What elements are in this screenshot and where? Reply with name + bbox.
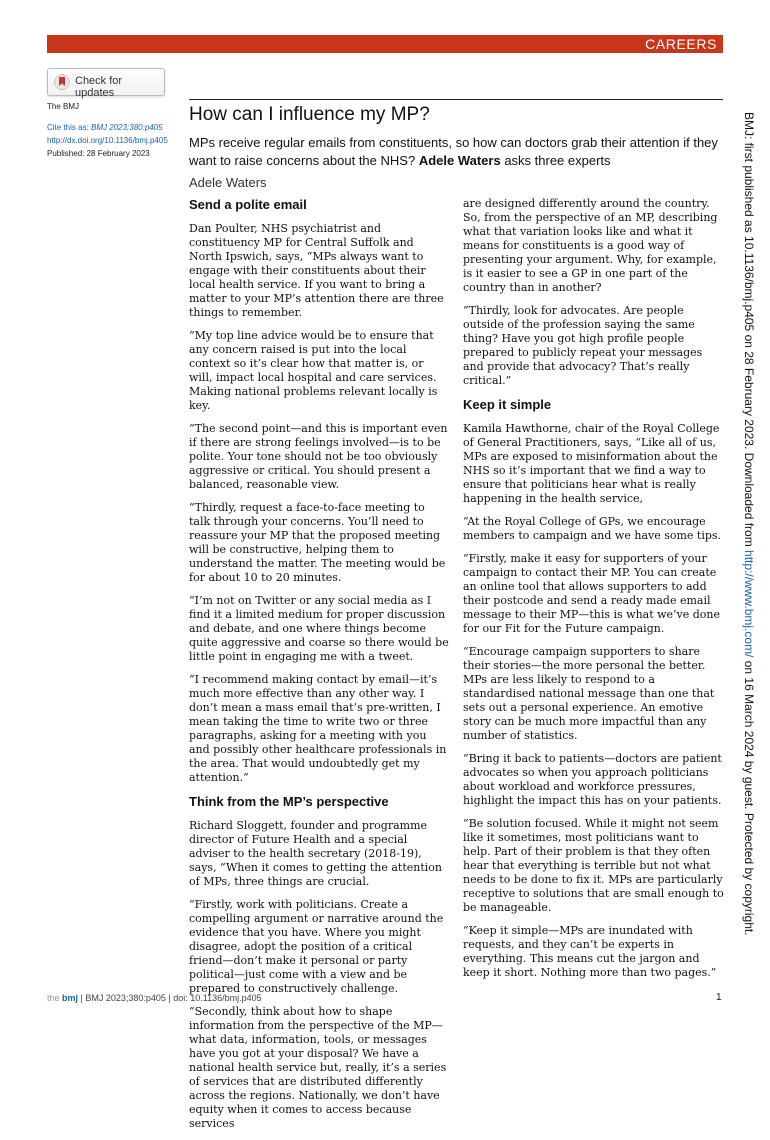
paragraph: Dan Poulter, NHS psychiatrist and constituency MP for Central Suffolk and North Ipswich, says, “MPs always want to engage with their constituents about their local health service. If you want to bring a matter to your MP’s attention there are three things to remember.	[189, 222, 444, 319]
paragraph: “Bring it back to patients—doctors are patient advocates so when you approach politicians about workload and workforce pressures, highlight the impact this has on your patients.	[463, 752, 722, 807]
citation-line	[47, 121, 177, 134]
paragraph: Kamila Hawthorne, chair of the Royal College of General Practitioners, says, “Like all of us, MPs are exposed to misinformation about the NHS so it’s important that we find a way to ensure that politicians hear what is really happening in the health service,	[463, 422, 720, 505]
author-byline: Adele Waters	[189, 175, 267, 190]
section-banner	[47, 35, 723, 53]
paragraph: “Be solution focused. While it might not seem like it sometimes, most politicians want to help. Part of their problem is that they often hear that everything is terrible but not what needs to be done to fix it. MPs are particularly receptive to solutions that are small enough to be manageable.	[463, 817, 724, 914]
copyright-side-note	[742, 112, 756, 936]
paragraph: “Secondly, think about how to shape information from the perspective of the MP—what data, information, tools, or messages have you got at your disposal? We have a national health service but, really, it’s a series of services that are distributed differently across the regions. Nationally, we don’t have equity when it comes to access because services	[189, 1005, 447, 1130]
standfirst	[189, 134, 723, 170]
article-title: How can I influence my MP?	[189, 104, 430, 125]
doi-link[interactable]: http://dx.doi.org/10.1136/bmj.p405	[47, 136, 168, 145]
title-rule	[189, 99, 723, 100]
check-for-updates-button[interactable]	[47, 68, 165, 99]
side-note-text: BMJ: first published as 10.1136/bmj.p405 on 28 February 2023. Downloaded from	[742, 112, 756, 551]
footer-citation: | BMJ 2023;380:p405 | doi: 10.1136/bmj.p405	[78, 993, 262, 1003]
section-label: CAREERS	[645, 36, 717, 52]
paragraph: “Thirdly, look for advocates. Are people outside of the profession saying the same thing? Have you got high profile people prepared to publicly repeat your messages and provide that advocacy? That’s really critical.”	[463, 304, 703, 387]
standfirst-text: MPs receive regular emails from constituents, so how can doctors grab their attention if they want to raise concerns about the NHS?	[189, 135, 718, 168]
paragraph: Richard Sloggett, founder and programme director of Future Health and a special adviser to the health secretary (2018-19), says, “When it comes to getting the attention of MPs, three things are crucial.	[189, 819, 442, 888]
paragraph: “Encourage campaign supporters to share their stories—the more personal the better. MPs are less likely to respond to a standardised national message than one that sets out a personal experience. An emotive story can be much more impactful than any number of statistics.	[463, 645, 715, 742]
paragraph: “I recommend making contact by email—it’s much more effective than any other way. I don’t mean a mass email that’s pre-written, I mean taking the time to write two or three paragraphs, asking for a meeting with you and possibly other healthcare professionals in the area. That would undoubtedly get my attention.”	[189, 673, 447, 784]
footer-brand-the: the	[47, 993, 63, 1003]
page-number: 1	[716, 992, 722, 1003]
paragraph: “At the Royal College of GPs, we encourage members to campaign and we have some tips.	[463, 515, 722, 542]
paragraph: “Firstly, work with politicians. Create a compelling argument or narrative around the evidence that you have. Where you might disagree, adopt the position of a critical friend—don’t make it personal or party political—just come with a view and be prepared to constructively challenge.	[189, 898, 444, 995]
journal-name: The BMJ	[47, 102, 80, 111]
paragraph: “I’m not on Twitter or any social media as I find it a limited medium for proper discussion and debate, and one where things become quite aggressive and coarse so there would be little point in engaging me with a tweet.	[189, 594, 449, 663]
side-note-text-end: on 16 March 2024 by guest. Protected by copyright.	[742, 657, 756, 936]
bmj-website-link[interactable]: http://www.bmj.com/	[742, 550, 756, 658]
page-footer	[47, 992, 262, 1004]
article-metadata	[47, 100, 177, 160]
cite-prefix: Cite this as:	[47, 123, 92, 132]
check-updates-label: Check for updates	[75, 75, 123, 99]
section-heading: Think from the MP’s perspective	[189, 794, 389, 809]
section-heading: Send a polite email	[189, 197, 307, 212]
paragraph: “Firstly, make it easy for supporters of your campaign to contact their MP. You can create an online tool that allows supporters to add their postcode and send a ready made email message to their MP—this is what we’ve done for our Fit for the Future campaign.	[463, 552, 721, 635]
footer-brand-bmj: bmj	[62, 993, 79, 1003]
published-date: Published: 28 February 2023	[47, 149, 150, 158]
cite-reference: BMJ 2023;380:p405	[91, 123, 163, 132]
paragraph: “Keep it simple—MPs are inundated with requests, and they can’t be experts in everything. This means cut the jargon and keep it short. Nothing more than two pages.”	[463, 924, 717, 979]
paragraph: are designed differently around the country. So, from the perspective of an MP, describing what that variation looks like and what it means for constituents is a good way of presenting your argument. Why, for example, is it easier to see a GP in one part of the country than in another?	[463, 197, 718, 294]
paragraph: “The second point—and this is important even if there are strong feelings involved—is to be polite. Your tone should not be too obviously aggressive or critical. You should present a balanced, reasonable view.	[189, 422, 448, 491]
crossmark-icon	[54, 74, 70, 90]
standfirst-suffix: asks three experts	[500, 153, 611, 168]
section-heading: Keep it simple	[463, 397, 552, 412]
body-column-right	[463, 197, 725, 989]
standfirst-author: Adele Waters	[418, 153, 501, 168]
paragraph: “Thirdly, request a face-to-face meeting to talk through your concerns. You’ll need to reassure your MP that the proposed meeting will be constructive, helping them to understand the matter. The meeting would be for about 10 to 20 minutes.	[189, 501, 446, 584]
paragraph: “My top line advice would be to ensure that any concern raised is put into the local context so it’s clear how that matter is, or will, impact local hospital and care services. Making national problems relevant locally is key.	[189, 329, 438, 412]
